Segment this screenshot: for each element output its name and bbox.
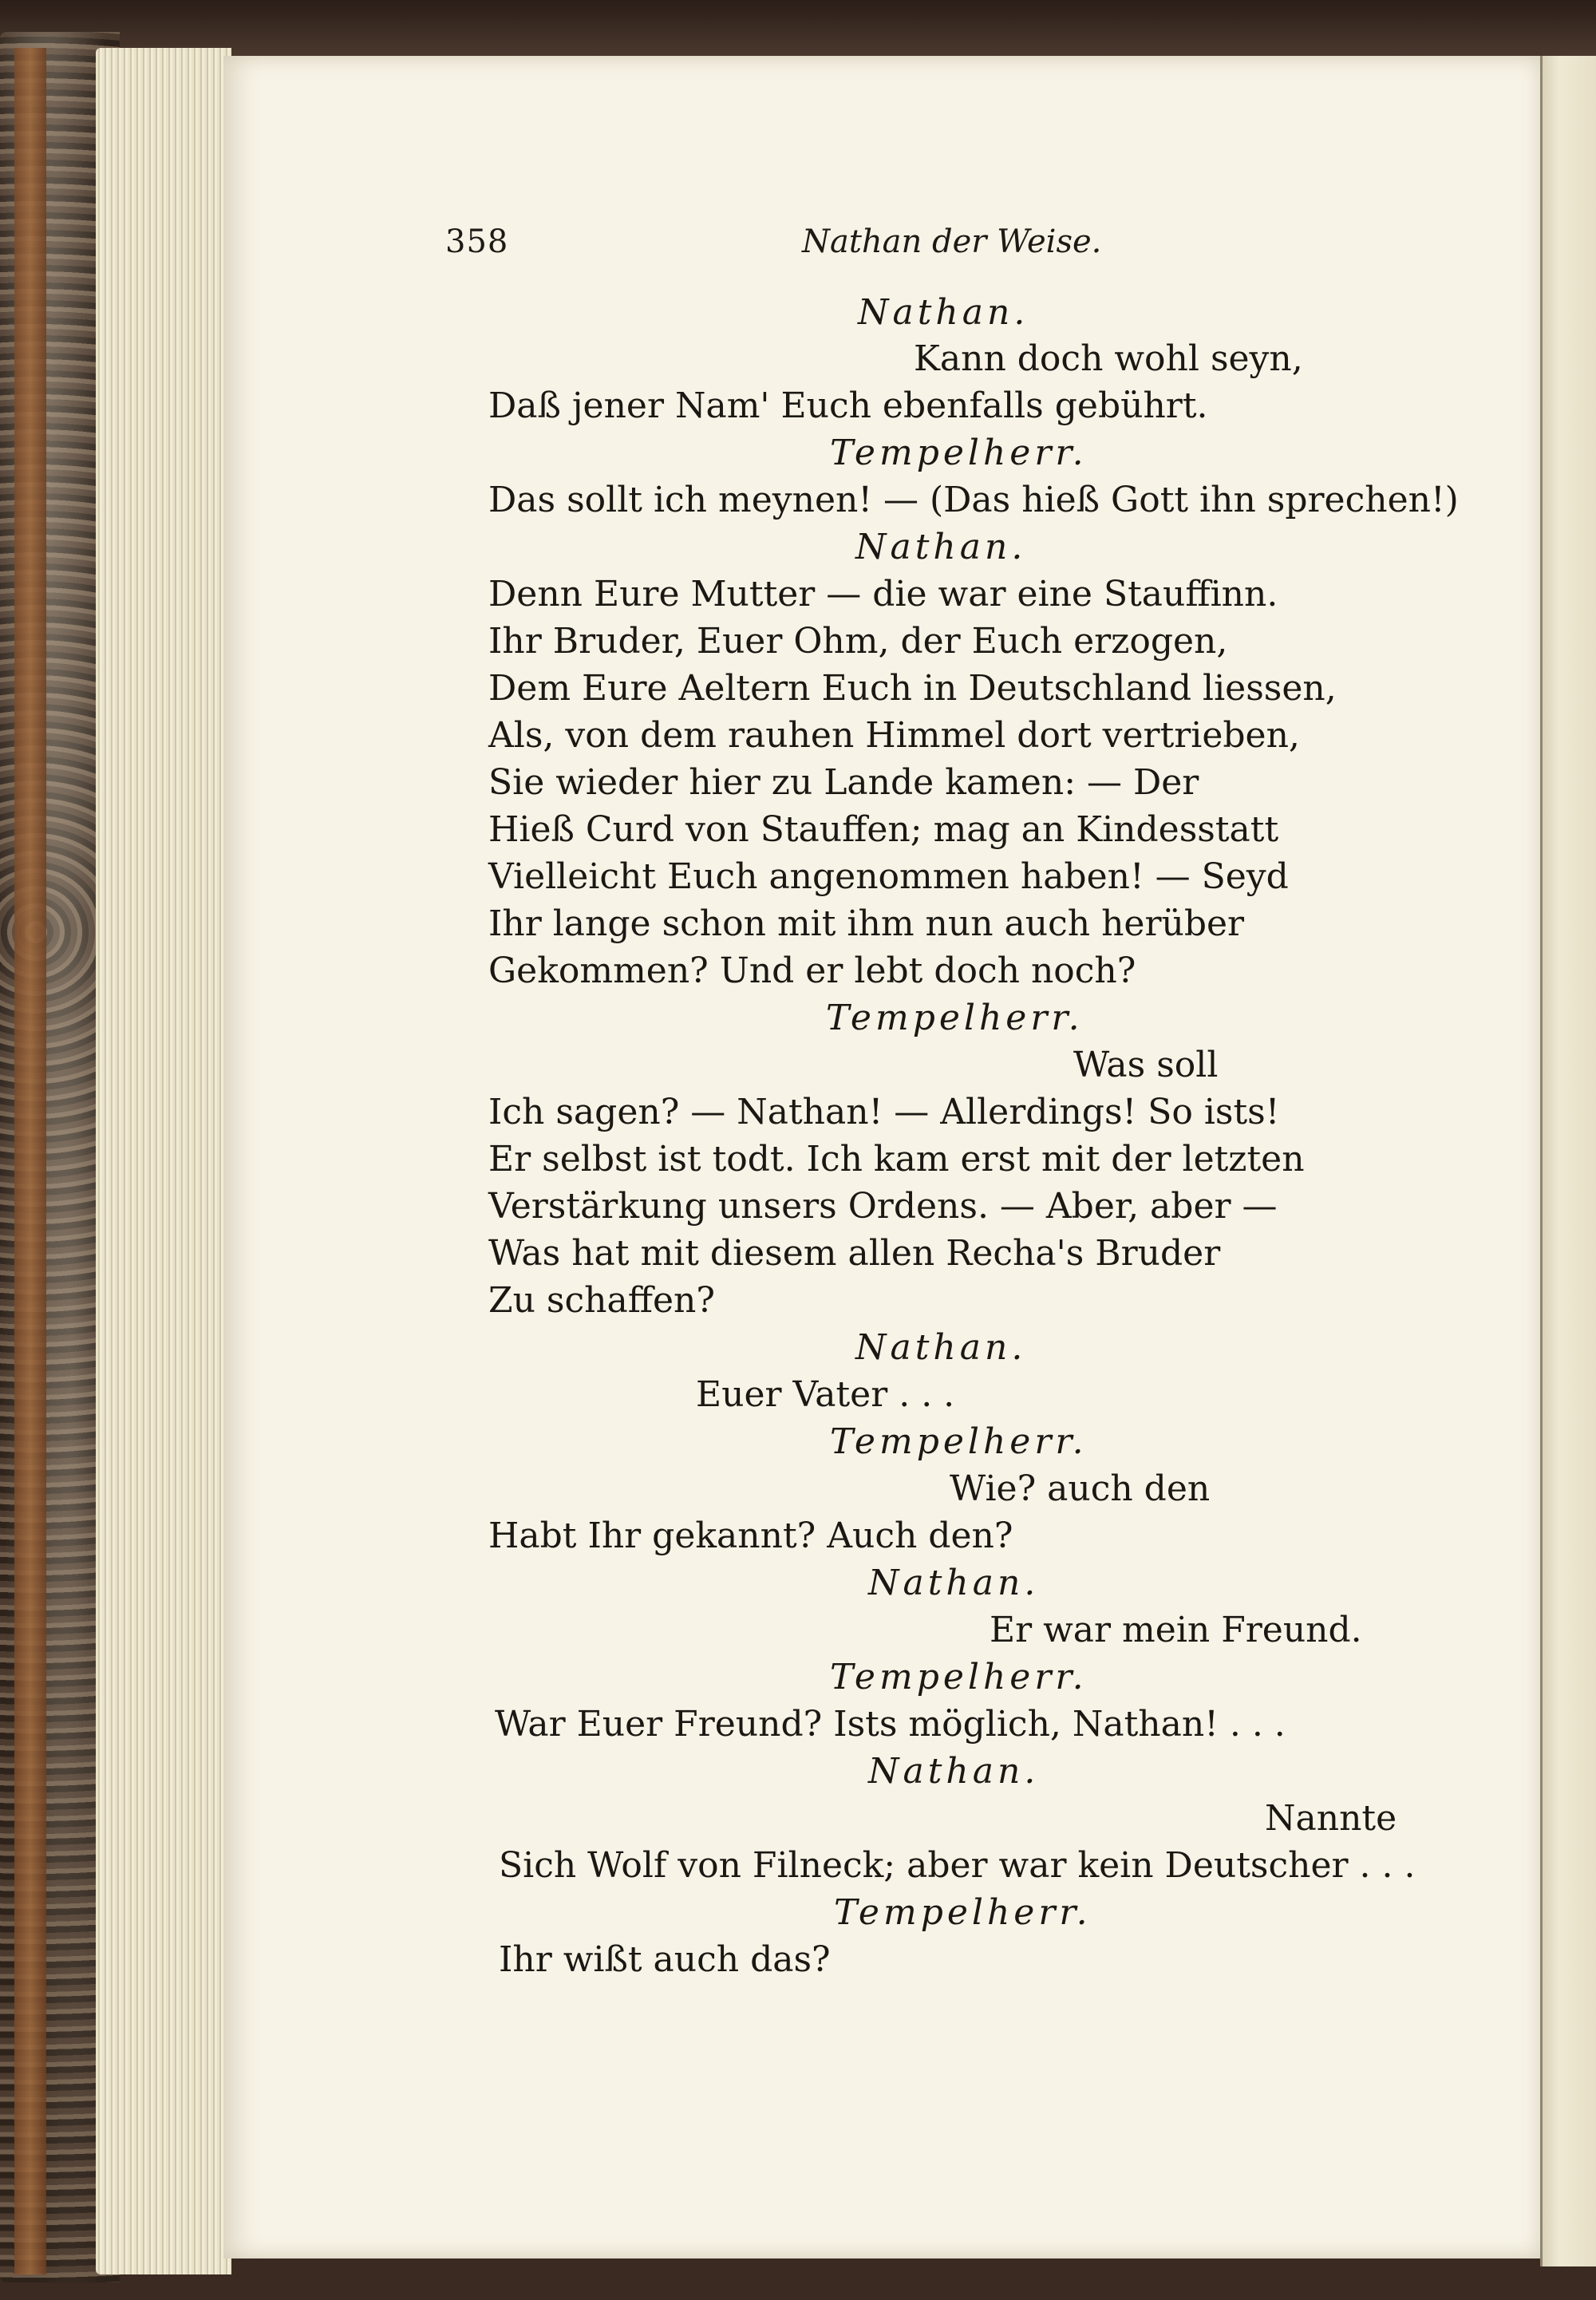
- verse-line: Vielleicht Euch angenommen haben! — Seyd: [488, 856, 1289, 897]
- speaker-line: Tempelherr.: [834, 1892, 1092, 1933]
- speaker-line: Tempelherr.: [830, 1421, 1088, 1462]
- verse-line: Ihr wißt auch das?: [499, 1939, 831, 1980]
- verse-line: Er selbst ist todt. Ich kam erst mit der letzten: [488, 1139, 1305, 1180]
- verse-line: Daß jener Nam' Euch ebenfalls gebührt.: [488, 385, 1208, 426]
- verse-line: Er war mein Freund.: [990, 1610, 1362, 1650]
- speaker-line: Nathan.: [858, 292, 1029, 333]
- verse-line: Was soll: [1073, 1045, 1219, 1085]
- speaker-line: Nathan.: [855, 527, 1027, 567]
- running-title: Nathan der Weise.: [802, 223, 1102, 260]
- speaker-line: Nathan.: [868, 1751, 1040, 1792]
- page-number: 358: [445, 223, 509, 260]
- verse-line: Sie wieder hier zu Lande kamen: — Der: [488, 762, 1199, 803]
- speaker-line: Tempelherr.: [830, 1657, 1088, 1697]
- speaker-line: Tempelherr.: [830, 433, 1088, 473]
- verse-line: Sich Wolf von Filneck; aber war kein Deutscher . . .: [499, 1845, 1416, 1886]
- verse-line: Wie? auch den: [950, 1468, 1211, 1509]
- verse-line: War Euer Freund? Ists möglich, Nathan! . . .: [495, 1704, 1286, 1745]
- verse-line: Kann doch wohl seyn,: [914, 338, 1303, 379]
- verse-line: Ihr lange schon mit ihm nun auch herüber: [488, 903, 1245, 944]
- verse-line: Das sollt ich meynen! — (Das hieß Gott ihn sprechen!): [488, 480, 1459, 520]
- speaker-line: Nathan.: [868, 1563, 1040, 1603]
- verse-line: Gekommen? Und er lebt doch noch?: [488, 950, 1136, 991]
- verse-line: Als, von dem rauhen Himmel dort vertrieben,: [488, 715, 1300, 756]
- verse-line: Ihr Bruder, Euer Ohm, der Euch erzogen,: [488, 621, 1228, 662]
- speaker-line: Nathan.: [855, 1327, 1027, 1368]
- verse-line: Euer Vater . . .: [696, 1374, 955, 1415]
- verse-line: Ich sagen? — Nathan! — Allerdings! So ists!: [488, 1092, 1280, 1132]
- verse-line: Habt Ihr gekannt? Auch den?: [488, 1516, 1013, 1556]
- verse-line: Was hat mit diesem allen Recha's Bruder: [488, 1233, 1221, 1274]
- verse-line: Nannte: [1265, 1798, 1397, 1839]
- verse-line: Denn Eure Mutter — die war eine Stauffinn.: [488, 574, 1278, 615]
- verse-line: Verstärkung unsers Ordens. — Aber, aber —: [488, 1186, 1278, 1227]
- verse-line: Zu schaffen?: [488, 1280, 715, 1321]
- speaker-line: Tempelherr.: [826, 998, 1084, 1038]
- verse-line: Dem Eure Aeltern Euch in Deutschland liessen,: [488, 668, 1337, 709]
- verse-line: Hieß Curd von Stauffen; mag an Kindesstatt: [488, 809, 1279, 850]
